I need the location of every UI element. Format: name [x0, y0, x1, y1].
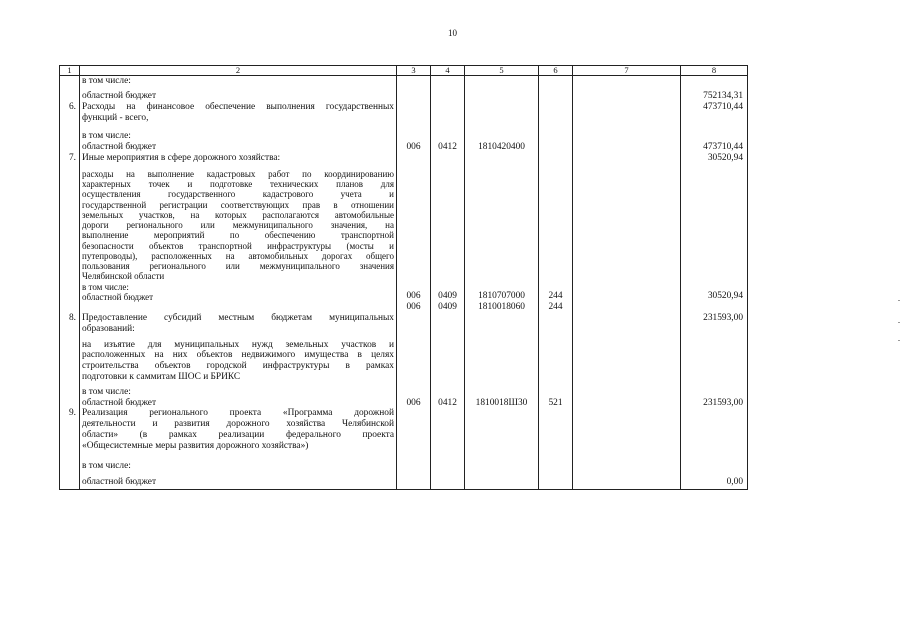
amount-cell: 30520,94	[681, 164, 748, 302]
code-cell: 244	[539, 164, 573, 302]
table-row	[60, 102, 748, 124]
code-cell: 1810420400	[465, 123, 539, 153]
regional-budget-label: областной бюджет	[82, 142, 157, 153]
description-line: осуществления государственного кадастрового учета и	[82, 189, 394, 200]
row-number: 9.	[60, 408, 80, 471]
row-title-line: Предоставление субсидий местным бюджетам муниципальных	[82, 312, 394, 323]
header-cell: 8	[681, 66, 748, 76]
header-cell: 3	[397, 66, 431, 76]
description-line: на изъятие для муниципальных нужд земельных участков и	[82, 339, 394, 350]
header-cell: 1	[60, 66, 80, 76]
budget-table	[59, 65, 748, 490]
regional-budget-label: областной бюджет	[82, 291, 154, 302]
table-row	[60, 313, 748, 335]
description-line: выполнение мероприятий по обеспечению транспортной	[82, 230, 394, 241]
table-row	[60, 76, 748, 102]
header-cell: 6	[539, 66, 573, 76]
code-cell: 0409	[431, 302, 465, 313]
description-line: безопасности объектов транспортной инфраструктуры (мосты и	[82, 240, 394, 251]
amount-cell: 0,00	[681, 472, 748, 490]
table-header-row	[60, 66, 748, 76]
description-line: подготовки к саммитам ШОС и БРИКС	[82, 372, 241, 382]
code-cell: 006	[397, 164, 431, 302]
including-label: в том числе:	[82, 76, 131, 86]
description-line: дороги регионального или межмуниципального значения, на	[82, 220, 394, 231]
table-row	[60, 408, 748, 471]
including-label: в том числе:	[82, 281, 129, 292]
description-line: путепроводы), расположенных на автомобильных дорогах общего	[82, 250, 394, 261]
amount-cell: 231593,00	[681, 335, 748, 409]
code-cell: 1810707000	[465, 164, 539, 302]
description-line: строительства объектов городской инфраструктуры в рамках	[82, 361, 394, 372]
row-title-line: деятельности и развития дорожного хозяйства Челябинской	[82, 419, 394, 430]
scan-edge-marks	[898, 300, 901, 360]
description-line: земельных участков, на которых располагаются автомобильные	[82, 209, 394, 220]
table-row	[60, 164, 748, 302]
header-cell: 7	[573, 66, 681, 76]
including-label: в том числе:	[82, 460, 131, 471]
row-title: Иные мероприятия в сфере дорожного хозяйства:	[80, 153, 397, 164]
row-title-line: области» (в рамках реализации федерального проекта	[82, 430, 394, 441]
code-cell: 006	[397, 335, 431, 409]
including-label: в том числе:	[82, 386, 131, 397]
regional-budget-label: областной бюджет	[82, 397, 157, 408]
code-cell: 006	[397, 123, 431, 153]
row-title-line: Расходы на финансовое обеспечение выполнения государственных	[82, 101, 394, 112]
including-label: в том числе:	[82, 131, 131, 142]
header-cell: 2	[80, 66, 397, 76]
table-row	[60, 472, 748, 490]
description-line: расположенных на них объектов недвижимого имущества в целях	[82, 350, 394, 361]
amount-cell: 473710,44	[681, 102, 748, 124]
table-row	[60, 123, 748, 153]
description-line: государственной регистрации соответствующих прав в отношении	[82, 199, 394, 210]
description-line: расходы на выполнение кадастровых работ по координированию	[82, 168, 394, 179]
description-line: пользования регионального или межмуниципального значения	[82, 261, 394, 272]
row-number: 7.	[60, 153, 80, 164]
code-cell: 006	[397, 302, 431, 313]
code-cell: 1810018060	[465, 302, 539, 313]
code-cell: 521	[539, 335, 573, 409]
regional-budget-label: областной бюджет	[82, 90, 157, 101]
amount-cell: 231593,00	[681, 313, 748, 335]
description-line: характерных точек и подготовке технических планов для	[82, 179, 394, 190]
header-cell: 5	[465, 66, 539, 76]
code-cell: 244	[539, 302, 573, 313]
table-row	[60, 302, 748, 313]
regional-budget-label: областной бюджет	[80, 472, 397, 490]
row-number: 6.	[60, 102, 80, 124]
code-cell: 0412	[431, 335, 465, 409]
row-title-line: образований:	[82, 323, 135, 334]
description-line: Челябинской области	[82, 271, 165, 282]
code-cell: 1810018Ш30	[465, 335, 539, 409]
amount-cell: 30520,94	[681, 153, 748, 164]
row-number: 8.	[60, 313, 80, 335]
amount-cell: 473710,44	[681, 123, 748, 153]
code-cell: 0409	[431, 164, 465, 302]
table-row	[60, 153, 748, 164]
row-title-line: «Общесистемные меры развития дорожного хозяйства»)	[82, 440, 309, 451]
row-title-line: функций - всего,	[82, 112, 149, 123]
table-row	[60, 335, 748, 409]
header-cell: 4	[431, 66, 465, 76]
row-title-line: Реализация регионального проекта «Программа дорожной	[82, 408, 394, 419]
amount-cell: 752134,31	[703, 91, 743, 101]
code-cell: 0412	[431, 123, 465, 153]
page-number: 10	[448, 28, 457, 38]
